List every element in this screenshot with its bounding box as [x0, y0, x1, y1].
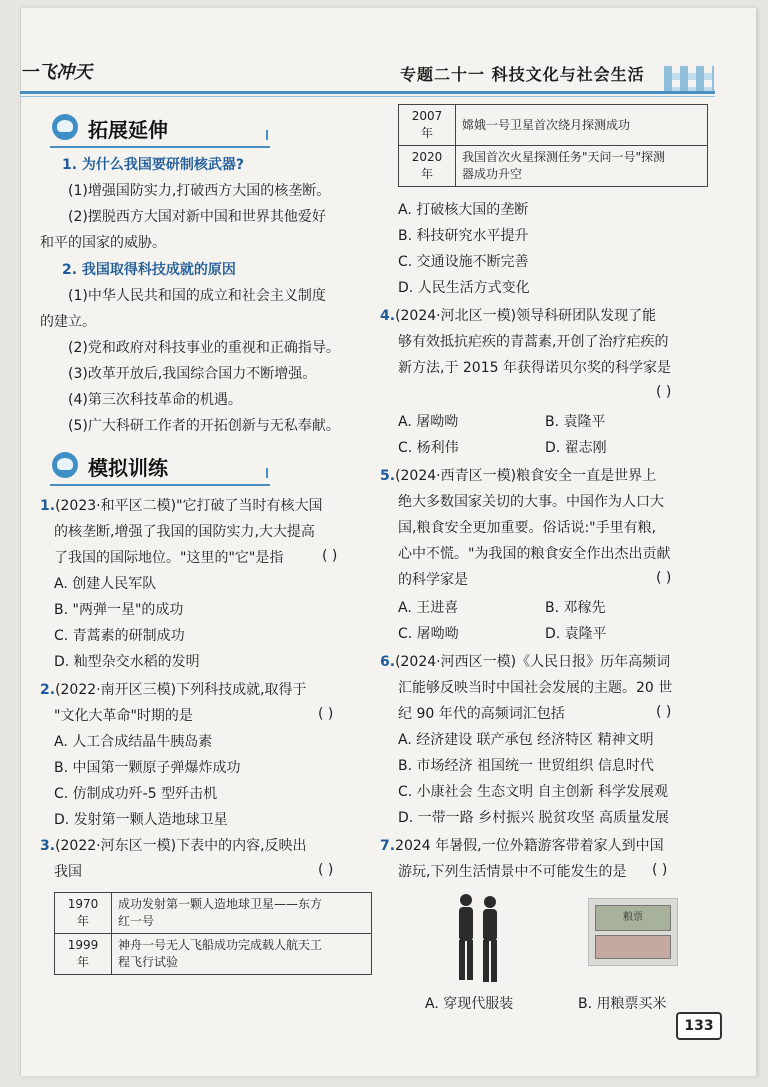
question-1-line: 了我国的国际地位。"这里的"它"是指 — [54, 550, 284, 566]
option-d[interactable]: D. 人民生活方式变化 — [398, 280, 530, 296]
option-b[interactable]: B. 科技研究水平提升 — [398, 228, 529, 244]
option-b[interactable]: B. 邓稼先 — [545, 600, 606, 616]
answer-blank[interactable]: ( ) — [322, 548, 338, 564]
header-rule — [20, 91, 715, 94]
question-5-line: 5.(2024·西青区一模)粮食安全一直是世界上 — [380, 468, 657, 484]
grain-ticket-2 — [595, 935, 671, 959]
header-rule-thin — [20, 96, 715, 97]
section-tick — [266, 468, 268, 478]
option-c[interactable]: C. 小康社会 生态文明 自主创新 科学发展观 — [398, 784, 669, 800]
question-5-line: 心中不慌。"为我国的粮食安全作出杰出贡献 — [398, 546, 671, 562]
table-row — [55, 893, 372, 934]
table-cell-event: 成功发射第一颗人造地球卫星——东方 红一号 — [112, 893, 372, 934]
option-b[interactable]: B. 袁隆平 — [545, 414, 606, 430]
brand-logo: 一飞冲天 — [20, 62, 92, 83]
option-c[interactable]: C. 青蒿素的研制成功 — [54, 628, 185, 644]
grain-ticket-image[interactable] — [588, 898, 678, 966]
table-cell-year: 2007 年 — [399, 105, 456, 146]
question-2-line: 2.(2022·南开区三模)下列科技成就,取得于 — [40, 682, 307, 698]
section-underline — [50, 484, 270, 486]
table-cell-event: 我国首次火星探测任务"天问一号"探测 器成功升空 — [456, 146, 708, 187]
extend-answer: (1)中华人民共和国的成立和社会主义制度 — [68, 288, 326, 304]
extend-title: 拓展延伸 — [88, 118, 168, 142]
section-underline — [50, 146, 270, 148]
question-1-line: 的核垄断,增强了我国的国防实力,大大提高 — [54, 524, 315, 540]
question-6-line: 纪 90 年代的高频词汇包括 — [398, 706, 565, 722]
table-cell-event: 嫦娥一号卫星首次绕月探测成功 — [456, 105, 708, 146]
table-cell-year: 1999 年 — [55, 934, 112, 975]
header-pattern — [664, 66, 714, 94]
answer-blank[interactable]: ( ) — [656, 384, 672, 400]
option-c[interactable]: C. 交通设施不断完善 — [398, 254, 529, 270]
question-6-line: 汇能够反映当时中国社会发展的主题。20 世 — [398, 680, 673, 696]
section-tick — [266, 130, 268, 140]
extend-answer: 的建立。 — [40, 314, 96, 330]
extend-answer: 和平的国家的威胁。 — [40, 235, 166, 251]
table-cell-event: 神舟一号无人飞船成功完成载人航天工 程飞行试验 — [112, 934, 372, 975]
option-a[interactable]: A. 经济建设 联产承包 经济特区 精神文明 — [398, 732, 654, 748]
extend-answer: (1)增强国防实力,打破西方大国的核垄断。 — [68, 183, 331, 199]
question-7-line: 7.2024 年暑假,一位外籍游客带着家人到中国 — [380, 838, 664, 854]
option-b[interactable]: B. 中国第一颗原子弹爆炸成功 — [54, 760, 241, 776]
option-c[interactable]: C. 屠呦呦 — [398, 626, 459, 642]
table-cell-year: 2020 年 — [399, 146, 456, 187]
question-5-line: 国,粮食安全更加重要。俗话说:"手里有粮, — [398, 520, 657, 536]
table-row — [399, 146, 708, 187]
grain-ticket: 粮票 — [595, 905, 671, 931]
question-3-table-right — [398, 104, 708, 187]
section-icon — [52, 114, 78, 140]
question-2-line: "文化大革命"时期的是 — [54, 708, 193, 724]
option-d[interactable]: D. 袁隆平 — [545, 626, 607, 642]
extend-answer: (2)摆脱西方大国对新中国和世界其他爱好 — [68, 209, 326, 225]
page-number: 133 — [676, 1012, 722, 1040]
question-4-line: 4.(2024·河北区一模)领导科研团队发现了能 — [380, 308, 657, 324]
answer-blank[interactable]: ( ) — [318, 706, 334, 722]
extend-answer: (5)广大科研工作者的开拓创新与无私奉献。 — [68, 418, 340, 434]
table-row — [55, 934, 372, 975]
question-6-line: 6.(2024·河西区一模)《人民日报》历年高频词 — [380, 654, 671, 670]
question-3-line: 3.(2022·河东区一模)下表中的内容,反映出 — [40, 838, 307, 854]
option-a[interactable]: A. 屠呦呦 — [398, 414, 459, 430]
option-c[interactable]: C. 杨利伟 — [398, 440, 459, 456]
question-3-line: 我国 — [54, 864, 82, 880]
option-d[interactable]: D. 翟志刚 — [545, 440, 607, 456]
option-a[interactable]: A. 人工合成结晶牛胰岛素 — [54, 734, 213, 750]
option-d[interactable]: D. 一带一路 乡村振兴 脱贫攻坚 高质量发展 — [398, 810, 670, 826]
question-4-line: 够有效抵抗疟疾的青蒿素,开创了治疗疟疾的 — [398, 334, 669, 350]
table-cell-year: 1970 年 — [55, 893, 112, 934]
extend-answer: (2)党和政府对科技事业的重视和正确指导。 — [68, 340, 340, 356]
extend-answer: (3)改革开放后,我国综合国力不断增强。 — [68, 366, 317, 382]
section-icon — [52, 452, 78, 478]
modern-clothing-image[interactable] — [448, 890, 508, 990]
extend-question-1: 1. 为什么我国要研制核武器? — [62, 157, 245, 173]
answer-blank[interactable]: ( ) — [656, 570, 672, 586]
answer-blank[interactable]: ( ) — [318, 862, 334, 878]
option-c[interactable]: C. 仿制成功歼-5 型歼击机 — [54, 786, 218, 802]
option-a[interactable]: A. 创建人民军队 — [54, 576, 157, 592]
option-a[interactable]: A. 穿现代服装 — [425, 996, 514, 1012]
question-5-line: 绝大多数国家关切的大事。中国作为人口大 — [398, 494, 664, 510]
extend-answer: (4)第三次科技革命的机遇。 — [68, 392, 242, 408]
option-a[interactable]: A. 打破核大国的垄断 — [398, 202, 529, 218]
option-d[interactable]: D. 籼型杂交水稻的发明 — [54, 654, 200, 670]
answer-blank[interactable]: ( ) — [652, 862, 668, 878]
practice-title: 模拟训练 — [88, 456, 168, 480]
question-7-line: 游玩,下列生活情景中不可能发生的是 — [398, 864, 627, 880]
table-row — [399, 105, 708, 146]
question-1-line: 1.(2023·和平区二模)"它打破了当时有核大国 — [40, 498, 323, 514]
question-4-line: 新方法,于 2015 年获得诺贝尔奖的科学家是 — [398, 360, 671, 376]
option-a[interactable]: A. 王进喜 — [398, 600, 459, 616]
extend-question-2: 2. 我国取得科技成就的原因 — [62, 262, 236, 278]
answer-blank[interactable]: ( ) — [656, 704, 672, 720]
question-3-table-left — [54, 892, 372, 975]
option-b[interactable]: B. "两弹一星"的成功 — [54, 602, 184, 618]
option-d[interactable]: D. 发射第一颗人造地球卫星 — [54, 812, 228, 828]
topic-title: 专题二十一 科技文化与社会生活 — [400, 65, 645, 84]
question-5-line: 的科学家是 — [398, 572, 468, 588]
option-b[interactable]: B. 市场经济 祖国统一 世贸组织 信息时代 — [398, 758, 654, 774]
option-b[interactable]: B. 用粮票买米 — [578, 996, 667, 1012]
